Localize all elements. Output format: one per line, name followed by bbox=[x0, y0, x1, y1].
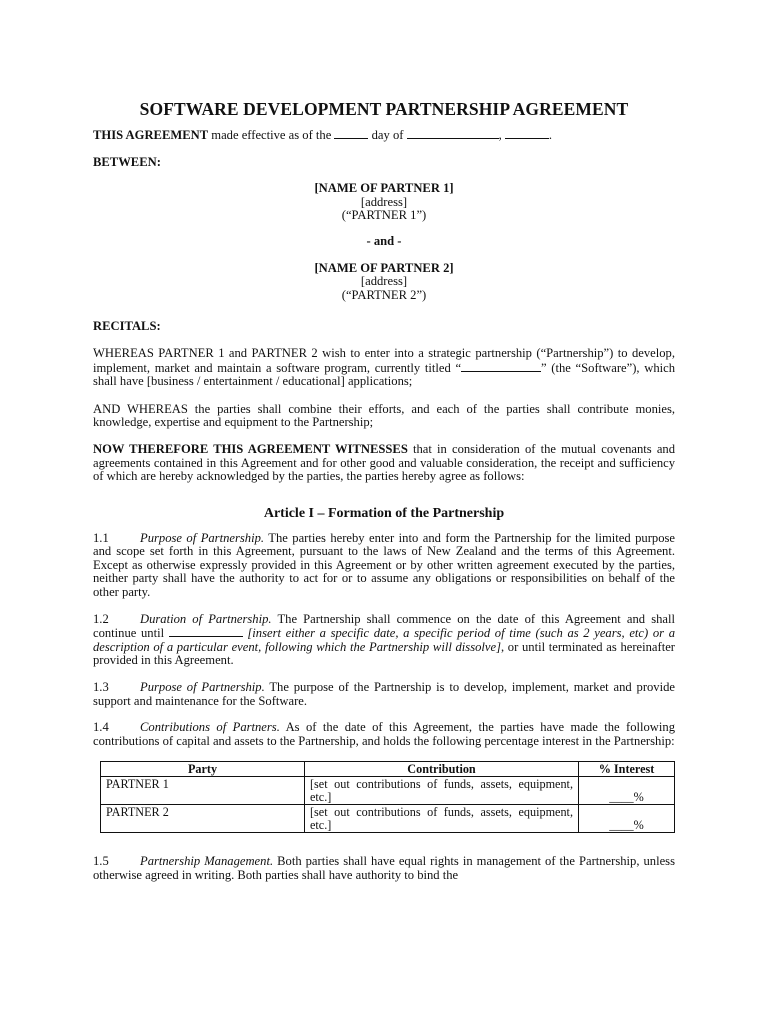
partner-1-label: (“PARTNER 1”) bbox=[341, 208, 427, 223]
contributions-table bbox=[100, 761, 675, 833]
clause-1-2 bbox=[93, 613, 675, 668]
contribution-cell: [set out contributions of funds, assets, equipment, etc.] bbox=[305, 777, 579, 805]
party-cell: PARTNER 2 bbox=[101, 805, 305, 833]
clause-heading: Purpose of Partnership. bbox=[140, 680, 265, 695]
recitals-heading: RECITALS: bbox=[93, 319, 161, 334]
party-cell: PARTNER 1 bbox=[101, 777, 305, 805]
clause-1-5 bbox=[93, 855, 675, 882]
document-body bbox=[93, 98, 675, 883]
whereas-text: ” (the “Software”), which shall have [business / entertainment / educational] applications; bbox=[93, 360, 675, 389]
year-blank bbox=[505, 128, 549, 139]
and-separator: - and - bbox=[366, 233, 402, 248]
month-blank bbox=[407, 128, 499, 139]
contribution-cell: [set out contributions of funds, assets, equipment, etc.] bbox=[305, 805, 579, 833]
clause-1-1 bbox=[93, 532, 675, 600]
clause-heading: Duration of Partnership. bbox=[140, 611, 272, 626]
header-interest: % Interest bbox=[579, 762, 675, 777]
clause-italic-text: [insert either a specific date, a specific period of time (such as 2 years, etc) or a description of a particular event, following which the Partnership will dissolve] bbox=[93, 626, 675, 654]
preamble-text: , bbox=[498, 128, 505, 142]
clause-text: , or until terminated as hereinafter provided in this Agreement. bbox=[93, 639, 675, 668]
clause-text: The parties hereby enter into and form the Partnership for the limited purpose and scope set forth in this Agreement, pursuant to the laws of New Zealand and the terms of this Agreement. Except as otherwise expressly provided in this Agreement or by other written agreement executed by the parties, neither party shall have the authority to act for or to assume any obligations or responsibilities on behalf of the other party. bbox=[93, 530, 675, 600]
clause-number: 1.4 bbox=[93, 720, 109, 735]
partner-2-address: [address] bbox=[360, 274, 408, 289]
partner-1-address: [address] bbox=[360, 194, 408, 209]
now-therefore-paragraph bbox=[93, 443, 675, 484]
preamble-text: made effective as of the bbox=[208, 128, 335, 142]
clause-heading: Purpose of Partnership. bbox=[140, 530, 265, 545]
clause-number: 1.3 bbox=[93, 680, 109, 695]
software-title-blank bbox=[461, 361, 541, 372]
document-title: SOFTWARE DEVELOPMENT PARTNERSHIP AGREEMENT bbox=[139, 99, 629, 119]
clause-1-4 bbox=[93, 721, 675, 748]
clause-text: The purpose of the Partnership is to develop, implement, market and provide support and maintenance for the Software. bbox=[93, 680, 675, 708]
partner-2-name: [NAME OF PARTNER 2] bbox=[314, 260, 454, 275]
clause-number: 1.5 bbox=[93, 854, 109, 869]
clause-number: 1.2 bbox=[93, 611, 109, 626]
header-party: Party bbox=[101, 762, 305, 777]
now-therefore-lead: NOW THEREFORE THIS AGREEMENT WITNESSES bbox=[93, 441, 408, 456]
clause-text: As of the date of this Agreement, the parties have made the following contributions of capital and assets to the Partnership, and holds the following percentage interest in the Partnership: bbox=[93, 720, 675, 748]
day-blank bbox=[334, 128, 368, 139]
clause-1-3 bbox=[93, 681, 675, 708]
end-date-blank bbox=[169, 626, 243, 637]
preamble-text: . bbox=[548, 128, 553, 142]
article-heading: Article I – Formation of the Partnership bbox=[263, 505, 505, 521]
partner-1-block bbox=[93, 182, 675, 223]
between-label: BETWEEN: bbox=[93, 154, 161, 169]
partner-2-label: (“PARTNER 2”) bbox=[341, 287, 427, 302]
interest-cell: ____% bbox=[579, 805, 675, 833]
clause-heading: Contributions of Partners. bbox=[140, 720, 280, 735]
table-row bbox=[101, 805, 675, 833]
partner-2-block bbox=[93, 262, 675, 303]
and-whereas-paragraph: AND WHEREAS the parties shall combine their efforts, and each of the parties shall contribute monies, knowledge, expertise and equipment to the Partnership; bbox=[93, 401, 675, 430]
preamble-text: day of bbox=[368, 128, 407, 142]
interest-cell: ____% bbox=[579, 777, 675, 805]
table-row bbox=[101, 777, 675, 805]
partner-1-name: [NAME OF PARTNER 1] bbox=[314, 181, 454, 196]
preamble-lead: THIS AGREEMENT bbox=[93, 128, 209, 142]
clause-text: The Partnership shall commence on the date of this Agreement and shall continue until bbox=[93, 611, 676, 641]
table-header-row bbox=[101, 762, 675, 777]
whereas-text: WHEREAS PARTNER 1 and PARTNER 2 wish to enter into a strategic partnership (“Partnership”) to develop, implement, market and maintain a software program, currently titled “ bbox=[93, 345, 675, 375]
now-therefore-text: that in consideration of the mutual covenants and agreements contained in this Agreement and for other good and valuable consideration, the receipt and sufficiency of which are hereby acknowledged by the parties, the parties hereby agree as follows: bbox=[93, 441, 675, 484]
preamble bbox=[93, 128, 675, 143]
clause-number: 1.1 bbox=[93, 530, 109, 545]
header-contribution: Contribution bbox=[305, 762, 579, 777]
clause-heading: Partnership Management. bbox=[140, 854, 274, 869]
clause-text: Both parties shall have equal rights in management of the Partnership, unless otherwise agreed in writing. Both parties shall have authority to bind the bbox=[93, 854, 675, 882]
whereas-paragraph bbox=[93, 347, 675, 389]
